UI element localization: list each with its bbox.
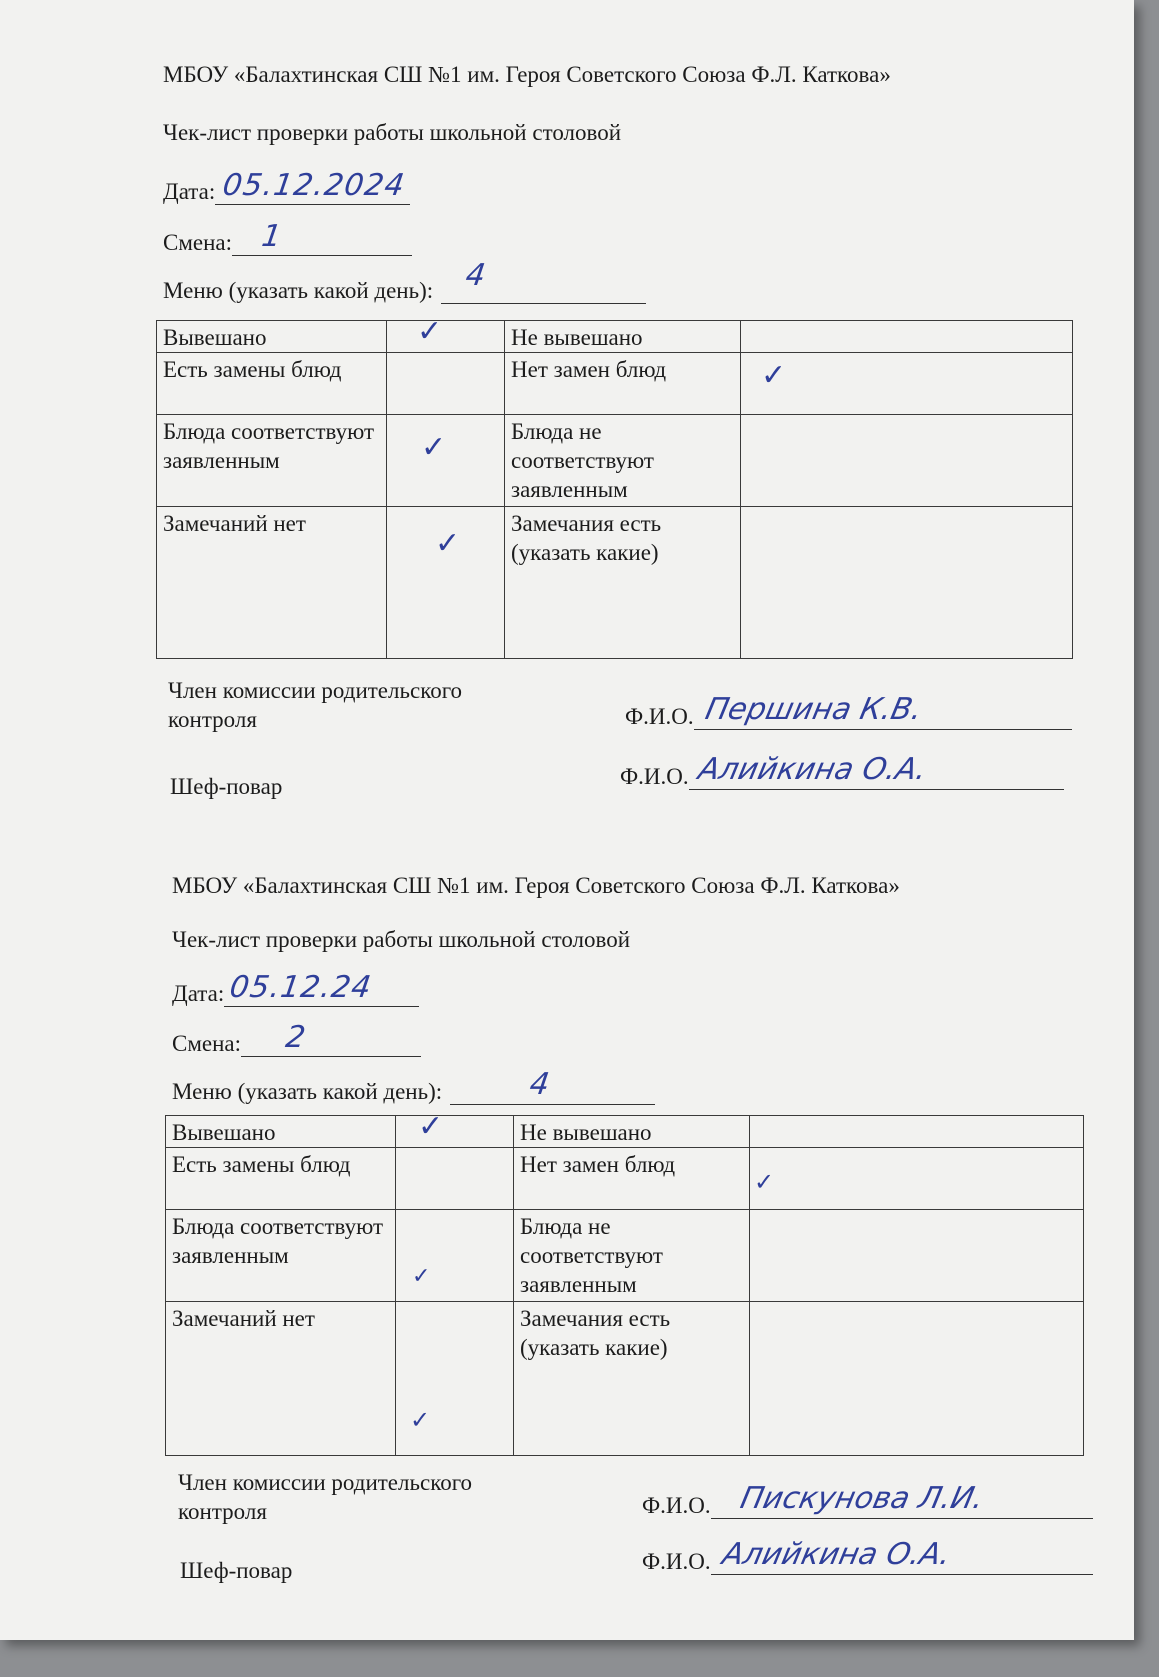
fio-label: Ф.И.О. (642, 1493, 711, 1518)
cell-right-label: Замечания есть (указать какие) (514, 1302, 750, 1456)
cell-left-label: Вывешано (157, 321, 387, 353)
cell-left-label: Замечаний нет (157, 507, 387, 659)
date-field[interactable] (172, 970, 419, 1007)
cell-right-mark[interactable] (741, 415, 1073, 507)
cell-left-mark[interactable] (387, 353, 505, 415)
cell-right-mark[interactable] (750, 1148, 1084, 1210)
member-label: Член комиссии родительского контроля (168, 678, 463, 732)
member-signature: Першина К.В. (701, 692, 925, 727)
member-fio-field[interactable] (642, 1481, 1093, 1519)
member-fio-field[interactable] (625, 692, 1072, 730)
cell-right-label: Блюда не соответствуют заявленным (514, 1210, 750, 1302)
menu-label: Меню (указать какой день): (172, 1079, 443, 1104)
check-mark: ✓ (421, 430, 447, 465)
check-mark: ✓ (417, 314, 443, 349)
cell-right-mark[interactable] (741, 353, 1073, 415)
cell-right-label: Замечания есть (указать какие) (505, 507, 741, 659)
signature-line (694, 692, 1072, 730)
cell-left-mark[interactable] (387, 314, 505, 353)
cell-right-mark[interactable] (741, 507, 1073, 659)
check-mark: ✓ (412, 1264, 431, 1289)
fio-label: Ф.И.О. (620, 764, 689, 789)
cell-left-label: Блюда соответствуют заявленным (157, 415, 387, 507)
date-label: Дата: (163, 179, 216, 204)
fio-label: Ф.И.О. (642, 1549, 711, 1574)
cell-left-label: Вывешано (166, 1116, 396, 1148)
check-mark: ✓ (418, 1109, 444, 1144)
table-row (157, 321, 1073, 353)
shift-value: 1 (259, 219, 285, 254)
cell-left-label: Блюда соответствуют заявленным (166, 1210, 396, 1302)
chef-label: Шеф-повар (180, 1558, 293, 1583)
table-row (166, 1148, 1084, 1210)
shift-line (232, 219, 412, 256)
menu-value: 4 (463, 258, 489, 293)
member-signature: Пискунова Л.И. (736, 1481, 987, 1516)
school-name: МБОУ «Балахтинская СШ №1 им. Героя Советского Союза Ф.Л. Каткова» (163, 62, 891, 87)
school-name: МБОУ «Балахтинская СШ №1 им. Героя Советского Союза Ф.Л. Каткова» (172, 873, 900, 898)
cell-left-mark[interactable] (387, 415, 505, 507)
checklist-table (156, 314, 1073, 659)
cell-right-label: Не вывешано (514, 1116, 750, 1148)
table-row (157, 507, 1073, 659)
cell-right-mark[interactable] (750, 1302, 1084, 1456)
signature-line (689, 752, 1064, 790)
date-field[interactable] (163, 168, 410, 205)
menu-value: 4 (527, 1067, 553, 1102)
chef-label: Шеф-повар (170, 774, 283, 799)
cell-left-label: Есть замены блюд (157, 353, 387, 415)
table-row (166, 1116, 1084, 1148)
cell-right-label: Не вывешано (505, 321, 741, 353)
menu-line (450, 1067, 655, 1105)
form-title: Чек-лист проверки работы школьной столовой (172, 927, 631, 952)
table-row (157, 415, 1073, 507)
chef-fio-field[interactable] (620, 752, 1064, 790)
cell-left-mark[interactable] (396, 1109, 514, 1148)
cell-left-label: Есть замены блюд (166, 1148, 396, 1210)
check-mark: ✓ (761, 358, 787, 393)
check-mark: ✓ (435, 526, 461, 561)
cell-left-mark[interactable] (396, 1148, 514, 1210)
fio-label: Ф.И.О. (625, 704, 694, 729)
cell-left-label: Замечаний нет (166, 1302, 396, 1456)
check-mark: ✓ (754, 1168, 775, 1196)
cell-right-mark[interactable] (741, 321, 1073, 353)
shift-line (241, 1020, 421, 1057)
table-row (157, 353, 1073, 415)
chef-signature: Алийкина О.А. (718, 1537, 954, 1572)
cell-right-label: Нет замен блюд (505, 353, 741, 415)
menu-field[interactable] (172, 1067, 655, 1105)
shift-field[interactable] (163, 219, 412, 256)
checklist-table (165, 1109, 1084, 1456)
table-row (166, 1210, 1084, 1302)
signature-line (711, 1481, 1093, 1519)
shift-label: Смена: (163, 230, 233, 255)
cell-right-label: Блюда не соответствуют заявленным (505, 415, 741, 507)
chef-signature: Алийкина О.А. (694, 752, 930, 787)
date-line (224, 970, 419, 1007)
date-line (215, 168, 410, 205)
shift-value: 2 (283, 1020, 309, 1055)
date-label: Дата: (172, 981, 225, 1006)
member-label: Член комиссии родительского контроля (178, 1470, 473, 1524)
cell-left-mark[interactable] (396, 1210, 514, 1302)
form-title: Чек-лист проверки работы школьной столовой (163, 120, 622, 145)
shift-label: Смена: (172, 1031, 242, 1056)
signature-line (711, 1537, 1093, 1575)
check-mark: ✓ (410, 1406, 431, 1434)
chef-fio-field[interactable] (642, 1537, 1093, 1575)
table-row (166, 1302, 1084, 1456)
cell-left-mark[interactable] (387, 507, 505, 659)
menu-label: Меню (указать какой день): (163, 278, 434, 303)
cell-left-mark[interactable] (396, 1302, 514, 1456)
shift-field[interactable] (172, 1020, 421, 1057)
cell-right-mark[interactable] (750, 1116, 1084, 1148)
menu-field[interactable] (163, 258, 646, 304)
menu-line (441, 258, 646, 304)
cell-right-mark[interactable] (750, 1210, 1084, 1302)
cell-right-label: Нет замен блюд (514, 1148, 750, 1210)
date-value: 05.12.2024 (220, 168, 408, 203)
date-value: 05.12.24 (227, 970, 375, 1005)
